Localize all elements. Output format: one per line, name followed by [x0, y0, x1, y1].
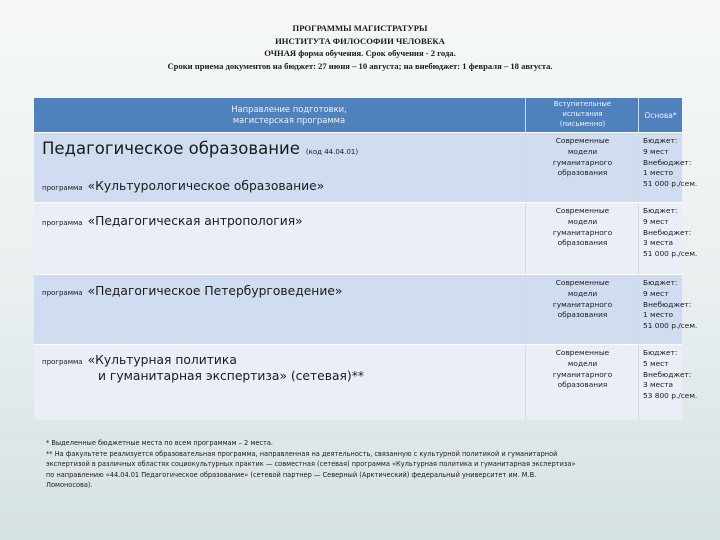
- program-line: [42, 280, 342, 299]
- program-label: программа: [42, 358, 83, 366]
- direction-title: [42, 139, 358, 158]
- places-line: 9 мест: [643, 146, 669, 156]
- exam-line: гуманитарного: [552, 227, 613, 237]
- header-exams-line2: испытания: [562, 110, 603, 118]
- program-name: «Культурологическое образование»: [87, 179, 325, 193]
- table-row: [34, 344, 698, 420]
- header-cell-exams: [526, 98, 639, 132]
- header-basis: Основа*: [644, 111, 677, 120]
- places-line: 5 мест: [643, 358, 669, 368]
- header-direction-line2: магистерская программа: [232, 115, 346, 125]
- places-line: 51 000 р./сем.: [643, 249, 698, 259]
- places-line: 3 места: [643, 238, 674, 248]
- places-line: Внебюджет:: [643, 299, 692, 309]
- footnote-network-line: Ломоносова).: [46, 481, 93, 490]
- places-cell: [639, 203, 698, 274]
- table-row: [34, 132, 698, 202]
- program-name: «Педагогическая антропология»: [87, 214, 303, 228]
- header-institute: ИНСТИТУТА ФИЛОСОФИИ ЧЕЛОВЕКА: [275, 35, 445, 46]
- exam-line: образования: [557, 238, 608, 248]
- places-line: Внебюджет:: [643, 369, 692, 379]
- header-exams-line1: Вступительные: [553, 100, 612, 108]
- exam-line: Современные: [555, 278, 610, 287]
- exam-cell: [526, 203, 639, 274]
- exam-cell: [526, 275, 639, 344]
- exam-line: Современные: [555, 348, 610, 357]
- program-line: [42, 175, 324, 194]
- places-line: Бюджет:: [643, 278, 678, 287]
- places-line: 3 места: [643, 380, 674, 390]
- exam-line: Современные: [555, 136, 610, 145]
- header-deadlines: Сроки приема документов на бюджет: 27 июня – 10 августа; на внебюджет: 1 февраля – 18 августа.: [167, 60, 553, 71]
- program-line: [42, 349, 237, 368]
- program-line: [42, 210, 303, 229]
- places-cell: [639, 345, 698, 420]
- programs-table: [34, 98, 698, 420]
- exam-cell: [526, 133, 639, 202]
- exam-cell: [526, 345, 639, 420]
- program-name-continued: и гуманитарная экспертиза» (сетевая)**: [98, 369, 365, 383]
- places-line: 9 мест: [643, 216, 669, 226]
- places-cell: [639, 133, 698, 202]
- table-row: [34, 202, 698, 274]
- places-line: 53 800 р./сем.: [643, 391, 698, 401]
- places-line: 1 место: [643, 168, 674, 178]
- places-cell: [639, 275, 698, 344]
- places-line: 9 мест: [643, 288, 669, 298]
- exam-line: модели: [567, 216, 598, 226]
- exam-line: гуманитарного: [552, 369, 613, 379]
- exam-line: Современные: [555, 206, 610, 215]
- footnote-network-line: ** На факультете реализуется образовательная программа, направленная на деятельность, связанную с культурной политикой и гуманитарной: [46, 449, 558, 458]
- exam-line: модели: [567, 146, 598, 156]
- header-cell-direction: [34, 98, 526, 132]
- table-header-row: [34, 98, 682, 132]
- header-exams-line3: (письменно): [559, 120, 606, 128]
- exam-line: гуманитарного: [552, 299, 613, 309]
- program-cell: [34, 133, 526, 202]
- program-label: программа: [42, 184, 83, 192]
- places-line: 51 000 р./сем.: [643, 179, 698, 189]
- program-label: программа: [42, 219, 83, 227]
- exam-line: модели: [567, 358, 598, 368]
- footnote-network-line: экспертизой в различных областях социокультурных практик — совместная (сетевая) программа «Культурная политика и гуманитарная экспертиза»: [46, 460, 576, 469]
- exam-line: образования: [557, 380, 608, 390]
- program-label: программа: [42, 289, 83, 297]
- places-line: Внебюджет:: [643, 157, 692, 167]
- places-line: Бюджет:: [643, 136, 678, 145]
- places-line: Бюджет:: [643, 206, 678, 215]
- program-cell: [34, 275, 526, 344]
- places-line: Внебюджет:: [643, 227, 692, 237]
- header-title: ПРОГРАММЫ МАГИСТРАТУРЫ: [292, 23, 428, 33]
- places-line: 51 000 р./сем.: [643, 321, 698, 331]
- program-name: «Культурная политика: [87, 353, 237, 367]
- direction-name: Педагогическое образование: [42, 139, 300, 158]
- exam-line: образования: [557, 168, 608, 178]
- places-line: Бюджет:: [643, 348, 678, 357]
- footnote-network-line: по направлению «44.04.01 Педагогическое образование» (сетевой партнер — Северный (Арктический) федеральный университет им. М.В.: [46, 470, 537, 479]
- program-cell: [34, 203, 526, 274]
- header-cell-basis: [639, 98, 682, 132]
- header-direction-line1: Направление подготовки,: [231, 104, 347, 114]
- footnote-budget: * Выделенные бюджетные места по всем программам – 2 места.: [46, 439, 273, 447]
- places-line: 1 место: [643, 310, 674, 320]
- table-row: [34, 274, 698, 344]
- footnotes: [46, 438, 686, 491]
- page-header: [0, 22, 720, 72]
- exam-line: образования: [557, 310, 608, 320]
- exam-line: гуманитарного: [552, 157, 613, 167]
- header-study-form: ОЧНАЯ форма обучения. Срок обучения - 2 года.: [264, 48, 456, 58]
- exam-line: модели: [567, 288, 598, 298]
- program-cell: [34, 345, 526, 420]
- program-name: «Педагогическое Петербурговедение»: [87, 284, 343, 298]
- direction-code: (код 44.04.01): [305, 148, 359, 156]
